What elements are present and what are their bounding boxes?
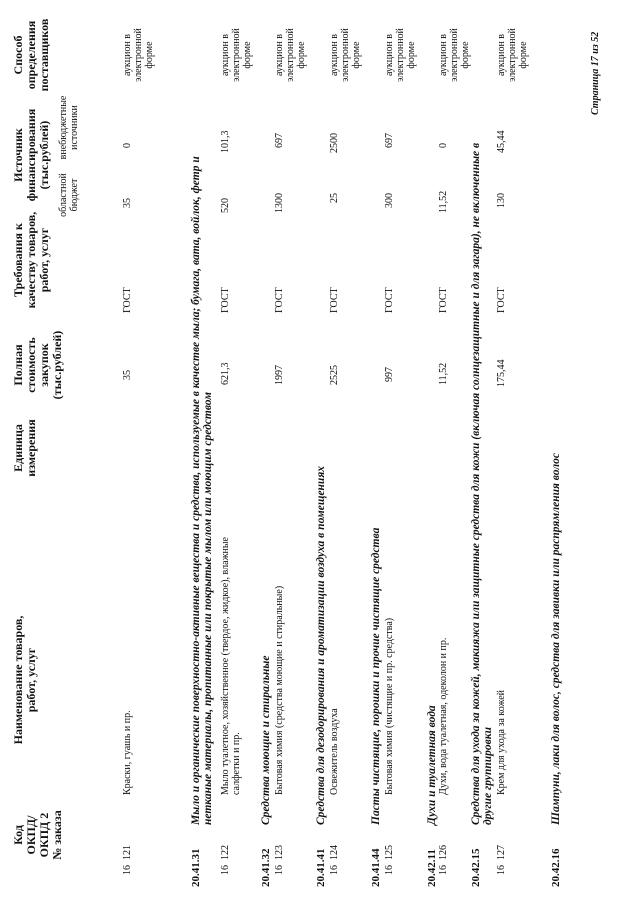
row-number: 16 127 — [496, 845, 507, 875]
row-extra: 697 — [274, 133, 285, 148]
row-regional: 35 — [122, 198, 133, 208]
row-quality: ГОСТ — [122, 287, 133, 313]
header-name: Наименование товаров, работ, услуг — [11, 615, 38, 745]
row-cost: 35 — [122, 370, 133, 380]
group-title: Средства для ухода за кожей, макияжа или защитные средства для кожи (включая солнцезащитные и для загара), не включенные в — [470, 142, 482, 825]
row-number: 16 126 — [438, 845, 449, 875]
row-extra: 2500 — [329, 133, 340, 153]
header-source-extra: внебюджетные источники — [58, 95, 80, 160]
row-name: Мыло туалетное, хозяйственное (твердое, жидкое), влажные салфетки и пр. — [220, 537, 242, 795]
group-title: Средства моющие и стиральные — [260, 655, 272, 825]
row-method: аукцион в электронной форме — [496, 28, 529, 82]
row-regional: 11,52 — [438, 190, 449, 213]
row-name: Крем для ухода за кожей — [496, 689, 507, 795]
row-cost: 2525 — [329, 365, 340, 385]
row-name: Освежитель воздуха — [329, 708, 340, 795]
row-method: аукцион в электронной форме — [384, 28, 417, 82]
header-unit: Единица измерения — [11, 419, 38, 477]
group-title: Средства для дезодорирования и ароматизации воздуха в помещениях — [315, 465, 327, 825]
row-cost: 175,44 — [496, 359, 507, 387]
group-code: 20.42.16 — [550, 848, 562, 887]
row-method: аукцион в электронной форме — [329, 28, 362, 82]
header-code: Код ОКПД/ ОКПД 2 № заказа — [11, 810, 64, 860]
row-number: 16 124 — [329, 845, 340, 875]
row-regional: 1300 — [274, 193, 285, 213]
row-cost: 621,3 — [220, 362, 231, 385]
row-quality: ГОСТ — [496, 287, 507, 313]
row-method: аукцион в электронной форме — [274, 28, 307, 82]
row-extra: 45,44 — [496, 130, 507, 153]
row-name: Бытовая химия (средства моющие и стиральные) — [274, 585, 285, 795]
group-title: Шампуни, лаки для волос, средства для завивки или распрямления волос — [550, 452, 562, 825]
header-method: Способ определения поставщиков — [11, 18, 51, 92]
group-code: 20.41.44 — [370, 848, 382, 887]
row-number: 16 125 — [384, 845, 395, 875]
group-title: Мыло и органические поверхностно-активные вещества и средства, используемые в качестве мыла; бумага, вата, войлок, фетр и — [190, 156, 202, 825]
row-method: аукцион в электронной форме — [122, 28, 155, 82]
row-method: аукцион в электронной форме — [220, 28, 253, 82]
row-extra: 0 — [438, 143, 449, 148]
row-extra: 697 — [384, 133, 395, 148]
row-regional: 25 — [329, 193, 340, 203]
row-method: аукцион в электронной форме — [438, 28, 471, 82]
row-cost: 11,52 — [438, 362, 449, 385]
row-name: Краски, гуашь и пр. — [122, 710, 133, 795]
group-title-cont: другие группировки — [482, 726, 494, 825]
group-code: 20.42.11 — [426, 849, 438, 887]
row-extra: 0 — [122, 143, 133, 148]
row-cost: 997 — [384, 367, 395, 382]
group-code: 20.42.15 — [470, 848, 482, 887]
row-name: Духи, вода туалетная, одеколон и пр. — [438, 637, 449, 795]
row-number: 16 122 — [220, 845, 231, 875]
group-title-cont: нетканые материалы, пропитанные или покрытые мылом или моющим средством — [202, 391, 214, 825]
row-quality: ГОСТ — [438, 287, 449, 313]
group-title: Пасты чистящие, порошки и прочие чистящие средства — [370, 527, 382, 825]
row-regional: 520 — [220, 198, 231, 213]
row-cost: 1997 — [274, 365, 285, 385]
header-quality: Требования к качеству товаров, работ, услуг — [11, 211, 51, 309]
row-quality: ГОСТ — [220, 287, 231, 313]
row-name: Бытовая химия (чистящие и пр. средства) — [384, 617, 395, 795]
row-number: 16 121 — [122, 845, 133, 875]
row-number: 16 123 — [274, 845, 285, 875]
header-cost: Полная стоимость закупок (тыс.рублей) — [11, 330, 64, 400]
row-quality: ГОСТ — [274, 287, 285, 313]
row-regional: 130 — [496, 193, 507, 208]
row-extra: 101,3 — [220, 130, 231, 153]
group-code: 20.41.31 — [190, 848, 202, 887]
row-quality: ГОСТ — [384, 287, 395, 313]
header-source: Источник финансирования (тыс.рублей) — [11, 108, 51, 202]
row-quality: ГОСТ — [329, 287, 340, 313]
page-number: Страница 17 из 52 — [590, 31, 601, 115]
group-code: 20.41.41 — [315, 848, 327, 887]
header-source-regional: областной бюджет — [58, 173, 80, 217]
group-code: 20.41.32 — [260, 848, 272, 887]
group-title: Духи и туалетная вода — [426, 705, 438, 825]
row-regional: 300 — [384, 193, 395, 208]
